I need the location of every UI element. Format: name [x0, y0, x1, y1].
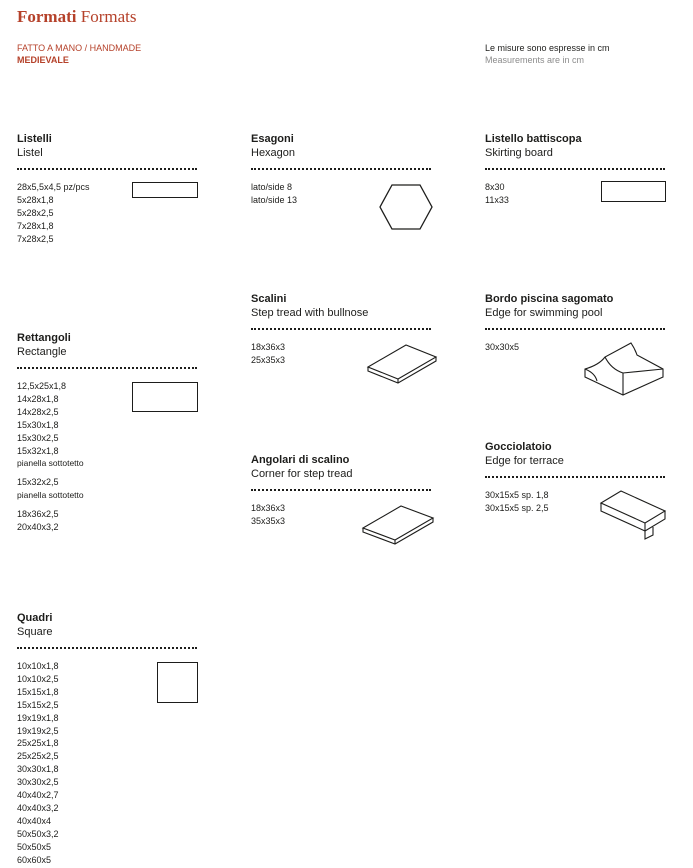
square-icon — [157, 662, 198, 703]
size-list — [251, 502, 285, 528]
section-listelli — [17, 133, 201, 253]
dotted-divider — [17, 647, 197, 649]
size-item: lato/side 13 — [251, 194, 298, 205]
section-rettangoli — [17, 332, 201, 542]
size-item: 15x15x2,5 — [17, 699, 59, 710]
section-esagoni — [251, 133, 435, 233]
section-subtitle: Edge for terrace — [485, 455, 564, 467]
size-item: 30x15x5 sp. 2,5 — [485, 502, 549, 513]
size-item: lato/side 8 — [251, 182, 293, 192]
hexagon-icon — [378, 183, 434, 231]
size-note: pianella sottotetto — [17, 490, 84, 501]
size-item: 18x36x3 — [251, 342, 286, 352]
section-subtitle: Corner for step tread — [251, 468, 353, 480]
dotted-divider — [251, 328, 431, 330]
size-item: 40x40x4 — [17, 815, 52, 826]
section-quadri — [17, 612, 201, 868]
size-item: 15x32x1,8 — [17, 445, 59, 456]
size-item: 15x32x2,5 — [17, 477, 59, 488]
size-note: pianella sottotetto — [17, 458, 84, 469]
section-title: Listello battiscopa — [485, 133, 582, 145]
section-subtitle: Step tread with bullnose — [251, 307, 369, 319]
pool-edge-icon — [583, 339, 667, 397]
size-item: 35x35x3 — [251, 515, 286, 526]
section-title: Gocciolatoio — [485, 441, 552, 453]
size-list — [485, 181, 509, 207]
dotted-divider — [251, 168, 431, 170]
dotted-divider — [251, 489, 431, 491]
size-item: 50x50x3,2 — [17, 828, 59, 839]
size-item: 50x50x5 — [17, 841, 52, 852]
size-item: 5x28x1,8 — [17, 194, 54, 205]
measure-note-en: Measurements are in cm — [485, 55, 585, 65]
size-list — [251, 181, 297, 207]
section-battiscopa — [485, 133, 669, 223]
size-item: 19x19x1,8 — [17, 712, 59, 723]
size-list — [485, 341, 519, 354]
size-item: 10x10x1,8 — [17, 661, 59, 671]
dotted-divider — [485, 476, 665, 478]
section-title: Bordo piscina sagomato — [485, 293, 614, 305]
size-item: 7x28x1,8 — [17, 220, 54, 231]
size-list — [485, 489, 549, 515]
step-tread-icon — [366, 343, 438, 387]
dotted-divider — [485, 168, 665, 170]
dotted-divider — [485, 328, 665, 330]
step-corner-icon — [361, 504, 437, 548]
size-item: 15x15x1,8 — [17, 686, 59, 697]
section-title: Quadri — [17, 612, 53, 624]
section-subtitle: Rectangle — [17, 346, 67, 358]
title-english: Formats — [80, 7, 137, 26]
size-item: 19x19x2,5 — [17, 725, 59, 736]
section-scalini — [251, 293, 435, 393]
size-item: 60x60x5 — [17, 854, 52, 865]
dotted-divider — [17, 367, 197, 369]
size-item: 20x40x3,2 — [17, 522, 59, 533]
size-item: 14x28x1,8 — [17, 393, 59, 404]
size-item: 11x33 — [485, 194, 509, 205]
rectangle-icon — [132, 382, 198, 412]
size-item: 40x40x3,2 — [17, 802, 59, 813]
size-item: 25x25x2,5 — [17, 751, 59, 762]
size-list — [17, 181, 90, 246]
size-item: 8x30 — [485, 182, 505, 192]
collection-line: FATTO A MANO / HANDMADE — [17, 43, 142, 53]
section-gocciolatoio — [485, 441, 669, 551]
rectangle-icon — [601, 181, 666, 202]
size-item: 30x30x5 — [485, 342, 520, 352]
size-item: 15x30x2,5 — [17, 432, 59, 443]
title-italian: Formati — [17, 7, 77, 26]
section-bordo-piscina — [485, 293, 669, 403]
size-item: 28x5,5x4,5 pz/pcs — [17, 182, 90, 192]
size-list — [17, 660, 59, 867]
size-item: 18x36x2,5 — [17, 509, 59, 520]
section-subtitle: Listel — [17, 147, 43, 159]
section-title: Rettangoli — [17, 332, 71, 344]
section-title: Scalini — [251, 293, 287, 305]
size-item: 18x36x3 — [251, 503, 286, 513]
section-title: Angolari di scalino — [251, 454, 350, 466]
size-item: 5x28x2,5 — [17, 207, 54, 218]
section-subtitle: Square — [17, 626, 53, 638]
dotted-divider — [17, 168, 197, 170]
size-item: 14x28x2,5 — [17, 406, 59, 417]
size-item: 10x10x2,5 — [17, 673, 59, 684]
collection-name: MEDIEVALE — [17, 55, 69, 65]
size-item: 15x30x1,8 — [17, 419, 59, 430]
measure-note-it: Le misure sono espresse in cm — [485, 43, 610, 53]
size-item: 40x40x2,7 — [17, 790, 59, 801]
section-title: Esagoni — [251, 133, 294, 145]
size-item: 30x15x5 sp. 1,8 — [485, 490, 549, 500]
size-list — [17, 380, 84, 534]
size-list — [251, 341, 285, 367]
size-item: 25x25x1,8 — [17, 738, 59, 749]
size-item: 30x30x2,5 — [17, 777, 59, 788]
size-item: 25x35x3 — [251, 354, 286, 365]
size-item: 12,5x25x1,8 — [17, 381, 67, 391]
section-angolari — [251, 454, 435, 554]
size-item: 7x28x2,5 — [17, 233, 54, 244]
terrace-edge-icon — [599, 489, 667, 545]
section-subtitle: Edge for swimming pool — [485, 307, 603, 319]
page-title — [17, 7, 136, 27]
section-subtitle: Skirting board — [485, 147, 553, 159]
rectangle-icon — [132, 182, 198, 198]
section-subtitle: Hexagon — [251, 147, 296, 159]
section-title: Listelli — [17, 133, 52, 145]
size-item: 30x30x1,8 — [17, 764, 59, 775]
